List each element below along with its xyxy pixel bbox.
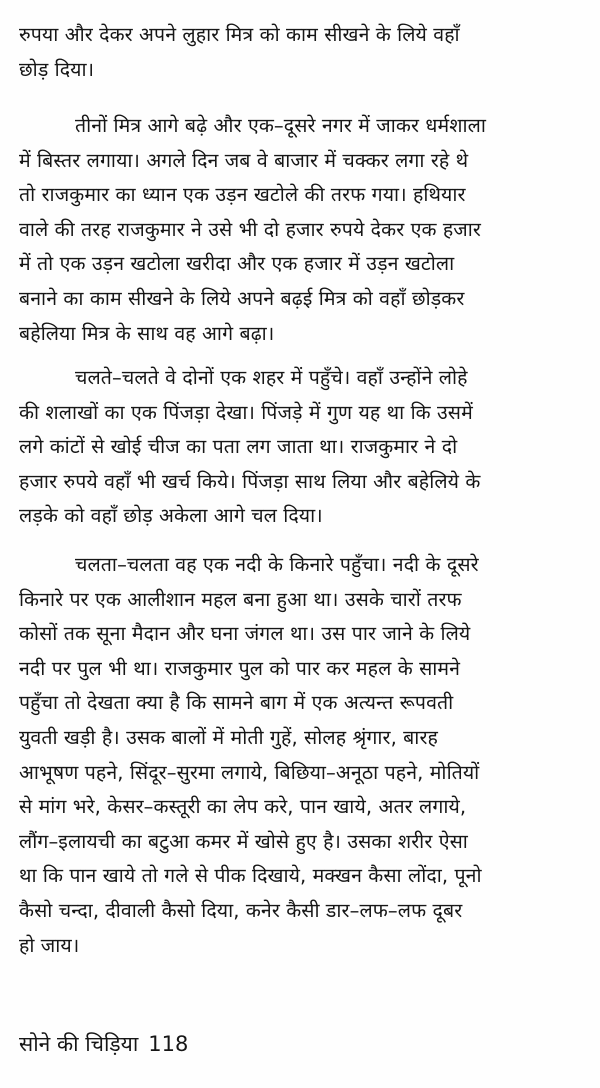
text-line: था कि पान खाये तो गले से पीक दिखाये, मक्खन कैसा लोंदा, पूनो xyxy=(19,864,482,888)
text-line: नदी पर पुल भी था। राजकुमार पुल को पार कर महल के सामने xyxy=(19,656,461,680)
paragraph-3 xyxy=(19,361,595,534)
text-line: आभूषण पहने, सिंदूर–सुरमा लगाये, बिछिया–अनूठा पहने, मोतियों xyxy=(19,760,480,784)
text-line: तो राजकुमार का ध्यान एक उड़न खटोले की तरफ गया। हथियार xyxy=(19,183,466,207)
text-line: लौंग–इलायची का बटुआ कमर में खोसे हुए है। उसका शरीर ऐसा xyxy=(19,829,468,853)
text-line: बहेलिया मित्र के साथ वह आगे बढ़ा। xyxy=(19,321,275,345)
text-line: छोड़ दिया। xyxy=(19,57,95,81)
text-line: में तो एक उड़न खटोला खरीदा और एक हजार में उड़न खटोला xyxy=(19,252,455,276)
text-line: कैसो चन्दा, दीवाली कैसो दिया, कनेर कैसी डार–लफ–लफ दूबर xyxy=(19,898,463,922)
text-line: पहुँचा तो देखता क्या है कि सामने बाग में एक अत्यन्त रूपवती xyxy=(19,691,454,715)
text-line: चलता–चलता वह एक नदी के किनारे पहुँचा। नदी के दूसरे xyxy=(75,553,479,576)
text-line: किनारे पर एक आलीशान महल बना हुआ था। उसके चारों तरफ xyxy=(19,587,462,611)
text-line: चलते–चलते वे दोनों एक शहर में पहुँचे। वहाँ उन्होंने लोहे xyxy=(75,366,468,389)
text-line: से मांग भरे, केसर–कस्तूरी का लेप करे, पान खाये, अतर लगाये, xyxy=(19,795,467,819)
text-line: हो जाय। xyxy=(19,933,80,957)
page-footer xyxy=(19,1024,188,1064)
text-line: रुपया और देकर अपने लुहार मित्र को काम सीखने के लिये वहाँ xyxy=(19,23,460,46)
text-line: वाले की तरह राजकुमार ने उसे भी दो हजार रुपये देकर एक हजार xyxy=(19,217,481,241)
text-line: लड़के को वहाँ छोड़ अकेला आगे चल दिया। xyxy=(19,504,323,528)
paragraph-1 xyxy=(19,18,595,87)
text-line: हजार रुपये वहाँ भी खर्च किये। पिंजड़ा साथ लिया और बहेलिये के xyxy=(19,469,481,493)
paragraph-2 xyxy=(19,109,595,351)
paragraph-4 xyxy=(19,548,595,963)
text-line: युवती खड़ी है। उसक बालों में मोती गुहें, सोलह श्रृंगार, बारह xyxy=(19,725,438,749)
text-line: में बिस्तर लगाया। अगले दिन जब वे बाजार में चक्कर लगा रहे थे xyxy=(19,148,469,172)
page-number: 118 xyxy=(148,1032,189,1056)
text-line: बनाने का काम सीखने के लिये अपने बढ़ई मित्र को वहाँ छोड़कर xyxy=(19,286,465,310)
book-title: सोने की चिड़िया xyxy=(19,1032,139,1056)
text-line: लगे कांटों से खोई चीज का पता लग जाता था। राजकुमार ने दो xyxy=(19,435,458,459)
text-line: की शलाखों का एक पिंजड़ा देखा। पिंजड़े में गुण यह था कि उसमें xyxy=(19,400,473,424)
text-line: कोसों तक सूना मैदान और घना जंगल था। उस पार जाने के लिये xyxy=(19,622,471,646)
text-line: तीनों मित्र आगे बढ़े और एक–दूसरे नगर में जाकर धर्मशाला xyxy=(75,114,487,137)
